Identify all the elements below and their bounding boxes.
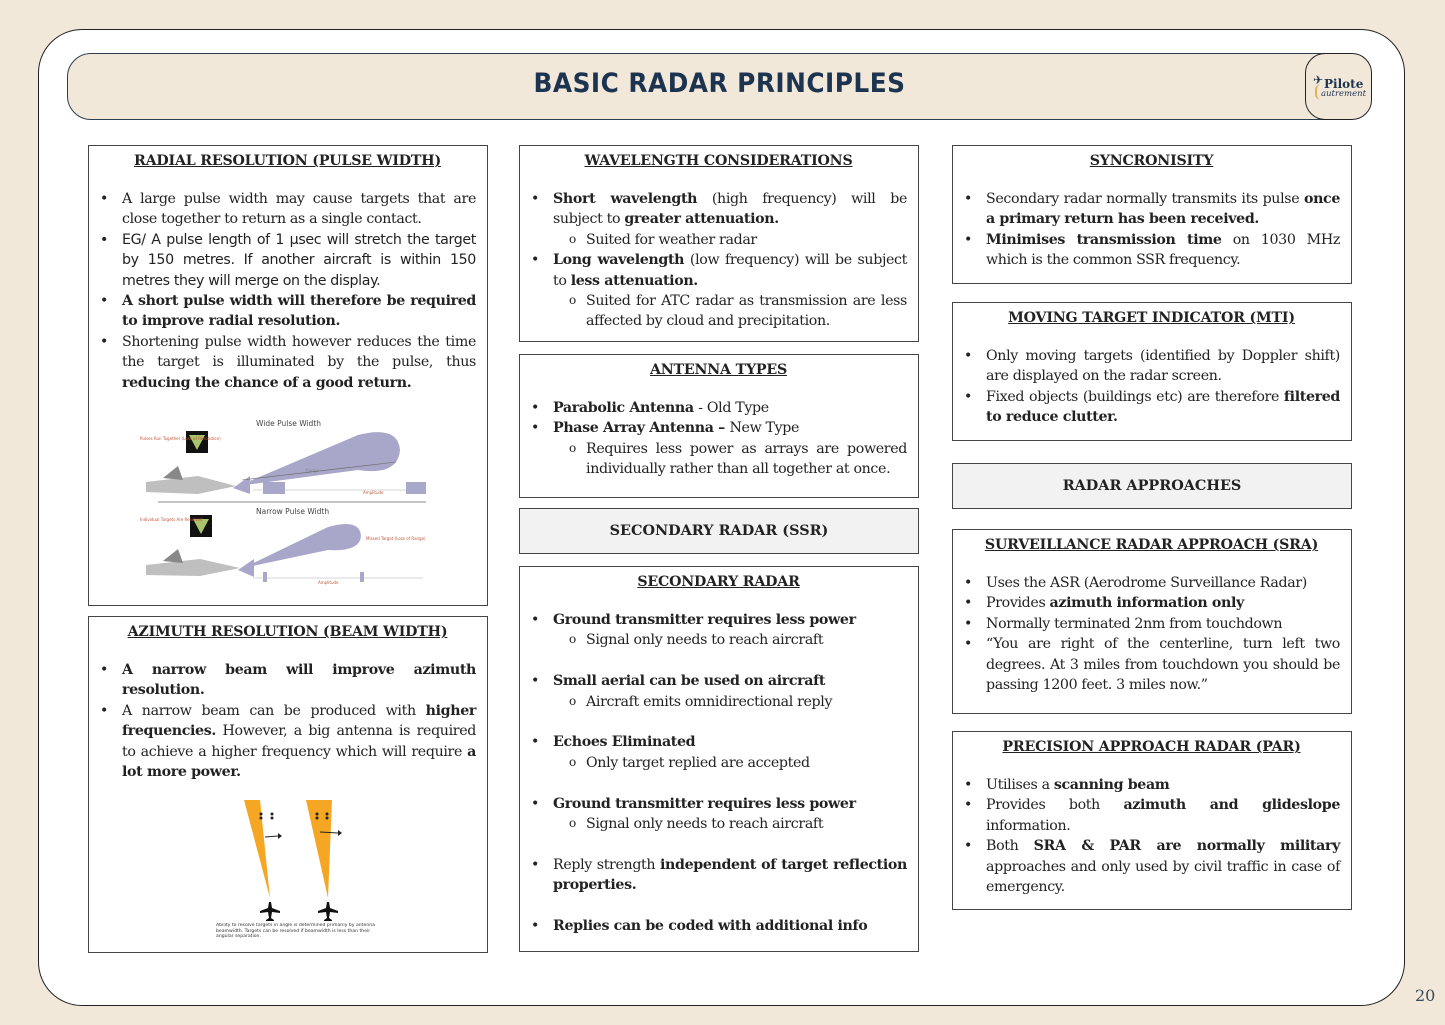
bold-text: Small aerial can be used on aircraft — [553, 673, 826, 690]
list-item — [530, 732, 907, 752]
text: Both — [986, 838, 1034, 855]
target-dot — [271, 813, 274, 816]
list-item — [530, 916, 907, 936]
fighter-jet-icon — [146, 559, 240, 576]
azimuth-heading: AZIMUTH RESOLUTION (BEAM WIDTH) — [127, 624, 448, 640]
bold-text: azimuth and glideslope — [1123, 797, 1341, 814]
narrow-pulse-beam — [243, 524, 361, 568]
pulse-width-figure — [138, 410, 428, 590]
narrow-pulse-arrow — [238, 559, 254, 577]
missed-target-note: Missed Target (Loss of Range) — [366, 536, 426, 541]
scan-arrowhead — [338, 830, 342, 836]
pulse-block — [263, 482, 285, 494]
par-heading: PRECISION APPROACH RADAR (PAR) — [1002, 739, 1301, 755]
text: However, a big antenna is required to achieve a higher frequency which will require — [122, 723, 476, 760]
list-item — [530, 855, 907, 896]
list-item — [963, 189, 1340, 230]
wavelength-list — [530, 189, 907, 332]
list-item — [99, 291, 476, 332]
sub-item: o Signal only needs to reach aircraft — [530, 814, 907, 834]
mti-box — [952, 302, 1352, 441]
list-item — [530, 610, 907, 630]
amplitude-label: Amplitude — [318, 580, 339, 585]
sub-item: o Requires less power as arrays are powered individually rather than all together at once. — [530, 439, 907, 480]
list-item — [530, 250, 907, 291]
par-list — [963, 775, 1340, 897]
radial-list — [99, 189, 476, 393]
wide-pulse-label: Wide Pulse Width — [256, 419, 322, 428]
list-item — [530, 794, 907, 814]
list-item — [963, 775, 1340, 795]
text: Secondary radar normally transmits its pulse — [986, 191, 1304, 207]
wide-pulse-arrow — [233, 476, 250, 494]
sync-list — [963, 189, 1340, 271]
wavelength-heading: WAVELENGTH CONSIDERATIONS — [584, 153, 853, 169]
bold-text: Phase Array Antenna – — [553, 420, 730, 437]
bold-text: Ground transmitter requires less power — [553, 795, 856, 812]
text: (low frequency) will be subject to — [553, 252, 907, 289]
ssr-section-banner: SECONDARY RADAR (SSR) — [519, 508, 919, 554]
text: Shortening pulse width however reduces the time the target is illuminated by the pulse, thus — [122, 333, 476, 371]
airplane-icon — [260, 902, 280, 921]
jet-tail — [163, 549, 183, 563]
bold-text: SRA & PAR are normally military — [1033, 838, 1340, 855]
list-item: • “You are right of the centerline, turn left two degrees. At 3 miles from touchdown you should be passing 1200 feet. 3 miles now.” — [963, 634, 1340, 695]
bold-text: A short pulse width will therefore be required to improve radial resolution. — [122, 293, 476, 330]
sra-heading: SURVEILLANCE RADAR APPROACH (SRA) — [984, 537, 1319, 553]
bold-text: Long wavelength — [553, 252, 685, 269]
text: information. — [986, 817, 1071, 834]
bold-text: Minimises transmission time — [986, 231, 1222, 248]
secondary-radar-box — [519, 566, 919, 952]
bold-text: Echoes Eliminated — [553, 734, 696, 751]
list-item — [99, 332, 476, 393]
text: A narrow beam can be produced with — [122, 702, 426, 719]
bold-text: reducing the chance of a good return. — [122, 374, 412, 391]
secondary-heading: SECONDARY RADAR — [637, 574, 800, 590]
text: (high frequency) will be subject to — [553, 191, 907, 228]
title-banner — [67, 53, 1372, 120]
wide-beam — [244, 800, 270, 898]
target-dot — [260, 817, 263, 820]
target-dot — [316, 817, 319, 820]
sra-list — [963, 573, 1340, 695]
bold-text: higher frequencies. — [122, 702, 476, 740]
azimuth-list — [99, 660, 476, 782]
pulse-block — [263, 572, 267, 582]
list-item — [963, 593, 1340, 613]
wide-pulse-note: Pulses Run Together (Loss of Resolution) — [140, 436, 221, 441]
sra-box — [952, 529, 1352, 714]
sync-heading: SYNCRONISITY — [1089, 153, 1214, 169]
bold-text: less attenuation. — [570, 272, 698, 289]
mti-heading: MOVING TARGET INDICATOR (MTI) — [1008, 310, 1295, 326]
list-item: • EG/ A pulse length of 1 µsec will stretch the target by 150 metres. If another aircraft is within 150 metres they will merge on the display. — [99, 230, 476, 291]
jet-tail — [163, 466, 183, 480]
text: - Old Type — [698, 400, 769, 416]
list-item — [530, 398, 907, 418]
text: approaches and only used by civil traffic in case of emergency. — [986, 858, 1340, 896]
page-number: 20 — [1415, 986, 1436, 1005]
bold-text: independent of target reflection properties. — [553, 856, 907, 894]
beam-width-figure — [210, 798, 390, 948]
pilote-logo — [1305, 53, 1372, 120]
narrow-pulse-note: Individual Targets Are Resolved — [140, 517, 203, 522]
narrow-pulse-label: Narrow Pulse Width — [256, 507, 330, 516]
approaches-section-banner: RADAR APPROACHES — [952, 463, 1352, 509]
list-item — [963, 230, 1340, 271]
antenna-heading: ANTENNA TYPES — [649, 362, 788, 378]
scan-arrowhead — [278, 833, 282, 839]
logo-name: Pilote — [1324, 77, 1364, 91]
scan-arrow — [265, 836, 278, 837]
radial-heading: RADIAL RESOLUTION (PULSE WIDTH) — [134, 153, 441, 169]
list-item — [963, 836, 1340, 897]
text: Utilises a — [986, 777, 1054, 793]
text: Reply strength — [553, 856, 661, 873]
list-item — [99, 701, 476, 783]
antenna-types-box — [519, 354, 919, 498]
list-item: • Only moving targets (identified by Doppler shift) are displayed on the radar screen. — [963, 346, 1340, 387]
bold-text: scanning beam — [1053, 777, 1170, 793]
bold-text: once a primary return has been received. — [986, 191, 1340, 228]
list-item — [99, 660, 476, 701]
text: Provides both — [986, 797, 1124, 814]
airplane-icon — [318, 902, 338, 921]
text: Provides — [986, 595, 1050, 612]
airplane-icon: ✈ — [1313, 73, 1324, 87]
antenna-list — [530, 398, 907, 480]
target-dot — [326, 817, 329, 820]
par-box — [952, 731, 1352, 910]
list-item: • A large pulse width may cause targets that are close together to return as a single contact. — [99, 189, 476, 230]
text: on 1030 MHz which is the common SSR frequency. — [986, 231, 1340, 269]
sub-item: o Suited for weather radar — [530, 230, 907, 250]
mti-list — [963, 346, 1340, 428]
target-dot — [271, 817, 274, 820]
bold-text: A narrow beam will improve azimuth resolution. — [122, 662, 476, 699]
list-item — [530, 418, 907, 438]
list-item: • Uses the ASR (Aerodrome Surveillance Radar) — [963, 573, 1340, 593]
page-title: BASIC RADAR PRINCIPLES — [533, 68, 906, 99]
target-dot — [260, 813, 263, 816]
sub-item: o Only target replied are accepted — [530, 753, 907, 773]
sub-item: o Aircraft emits omnidirectional reply — [530, 692, 907, 712]
target-dot — [326, 813, 329, 816]
bold-text: Ground transmitter requires less power — [553, 612, 856, 628]
pulse-block — [406, 482, 426, 494]
bold-text: azimuth information only — [1049, 595, 1244, 612]
text: Fixed objects (buildings etc) are therefore — [986, 388, 1284, 405]
list-item — [530, 189, 907, 230]
bold-text: filtered to reduce clutter. — [986, 388, 1340, 426]
list-item — [963, 387, 1340, 428]
sub-item: o Suited for ATC radar as transmission are less affected by cloud and precipitation. — [530, 291, 907, 332]
wavelength-box — [519, 145, 919, 342]
fighter-jet-icon — [146, 476, 236, 494]
amplitude-label: Amplitude — [363, 490, 384, 495]
list-item: • Normally terminated 2nm from touchdown — [963, 614, 1340, 634]
bold-text: Short wavelength — [553, 191, 698, 207]
target-dot — [316, 813, 319, 816]
text: New Type — [729, 420, 800, 437]
list-item — [530, 671, 907, 691]
logo-subtitle: autrement — [1321, 89, 1367, 99]
bold-text: Parabolic Antenna — [553, 400, 699, 416]
syncronisity-box — [952, 145, 1352, 284]
bold-text: Replies can be coded with additional info — [553, 918, 868, 935]
beam-width-caption: Ability to resolve targets in angle is determined primarily by antenna beamwidth. Targets can be resolved if beamwidth is less than their angular separation. — [216, 923, 375, 940]
secondary-list — [530, 610, 907, 936]
pulse-block — [360, 572, 364, 582]
range-label: Range — [306, 468, 319, 473]
sub-item: o Signal only needs to reach aircraft — [530, 630, 907, 650]
list-item — [963, 795, 1340, 836]
bold-text: greater attenuation. — [624, 211, 779, 228]
bold-text: a lot more power. — [122, 743, 476, 781]
